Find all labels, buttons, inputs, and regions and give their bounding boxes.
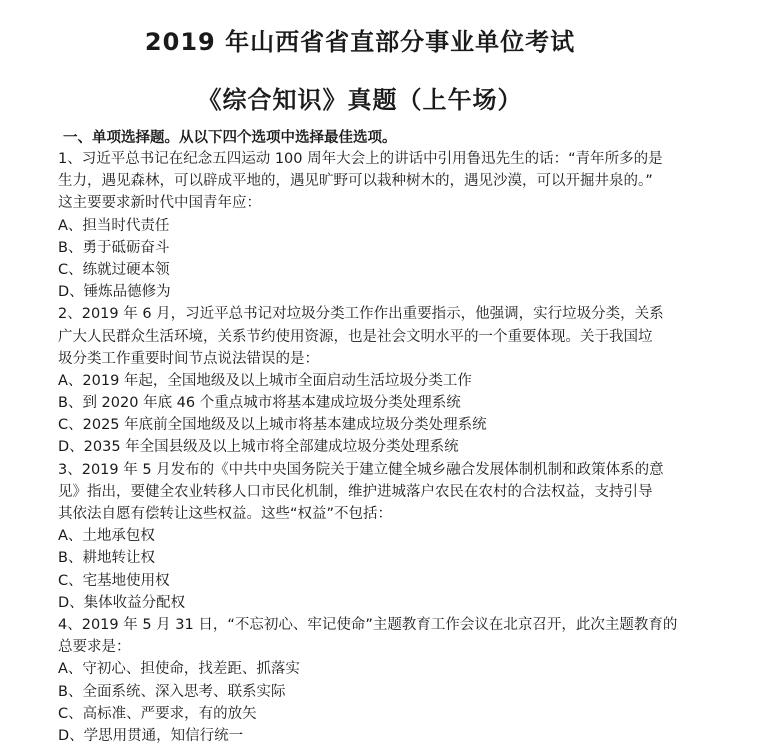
question-stem-line: 这主要要求新时代中国青年应：	[58, 195, 261, 212]
question-list	[58, 148, 748, 747]
question-stem-line: 总要求是：	[58, 639, 131, 656]
option-c: C、高标准、严要求，有的放矢	[58, 705, 257, 722]
option-b: B、勇于砥砺奋斗	[58, 239, 170, 256]
question-2	[58, 303, 748, 458]
option-c: C、练就过硬本领	[58, 261, 170, 278]
option-a: A、2019 年起，全国地级及以上城市全面启动生活垃圾分类工作	[58, 372, 472, 389]
option-a: A、守初心、担使命，找差距、抓落实	[58, 661, 300, 678]
option-d: D、2035 年全国县级及以上城市将全部建成垃圾分类处理系统	[58, 439, 459, 456]
option-a: A、担当时代责任	[58, 217, 170, 234]
option-d: D、集体收益分配权	[58, 594, 186, 611]
option-d: D、学思用贯通，知信行统一	[58, 727, 244, 744]
question-stem-line: 1、习近平总书记在纪念五四运动 100 周年大会上的讲话中引用鲁迅先生的话：“青年所多的是	[58, 151, 663, 167]
option-b: B、耕地转让权	[58, 550, 155, 567]
option-b: B、到 2020 年底 46 个重点城市将基本建成垃圾分类处理系统	[58, 395, 461, 412]
option-c: C、宅基地使用权	[58, 572, 170, 589]
question-1	[58, 148, 748, 303]
question-4	[58, 614, 748, 747]
document-title: 2019 年山西省省直部分事业单位考试	[144, 28, 576, 56]
question-stem-line: 3、2019 年 5 月发布的《中共中央国务院关于建立健全城乡融合发展体制机制和政策体系的意	[58, 461, 664, 478]
question-stem-line: 4、2019 年 5 月 31 日，“不忘初心、牢记使命”主题教育工作会议在北京召开，此次主题教育的	[58, 616, 678, 633]
question-stem-line: 广大人民群众生活环境，关系节约使用资源，也是社会文明水平的一个重要体现。关于我国垃	[58, 328, 653, 345]
question-stem-line: 圾分类工作重要时间节点说法错误的是：	[58, 350, 319, 367]
question-stem-line: 见》指出，要健全农业转移人口市民化机制，维护进城落户农民在农村的合法权益，支持引导	[58, 483, 653, 500]
document-subtitle: 《综合知识》真题（上午场）	[197, 86, 523, 114]
section-heading: 一、单项选择题。从以下四个选项中选择最佳选项。	[63, 130, 397, 146]
question-stem-line: 其依法自愿有偿转让这些权益。这些“权益”不包括：	[58, 506, 393, 522]
option-c: C、2025 年底前全国地级及以上城市将基本建成垃圾分类处理系统	[58, 417, 487, 434]
question-3	[58, 459, 748, 614]
option-b: B、全面系统、深入思考、联系实际	[58, 683, 286, 700]
question-stem-line: 生力，遇见森林，可以辟成平地的，遇见旷野可以栽种树木的，遇见沙漠，可以开掘井泉的。”	[58, 173, 653, 190]
option-d: D、锤炼品德修为	[58, 284, 171, 301]
question-stem-line: 2、2019 年 6 月，习近平总书记对垃圾分类工作作出重要指示，他强调，实行垃圾分类，关系	[58, 306, 664, 323]
option-a: A、土地承包权	[58, 528, 155, 545]
